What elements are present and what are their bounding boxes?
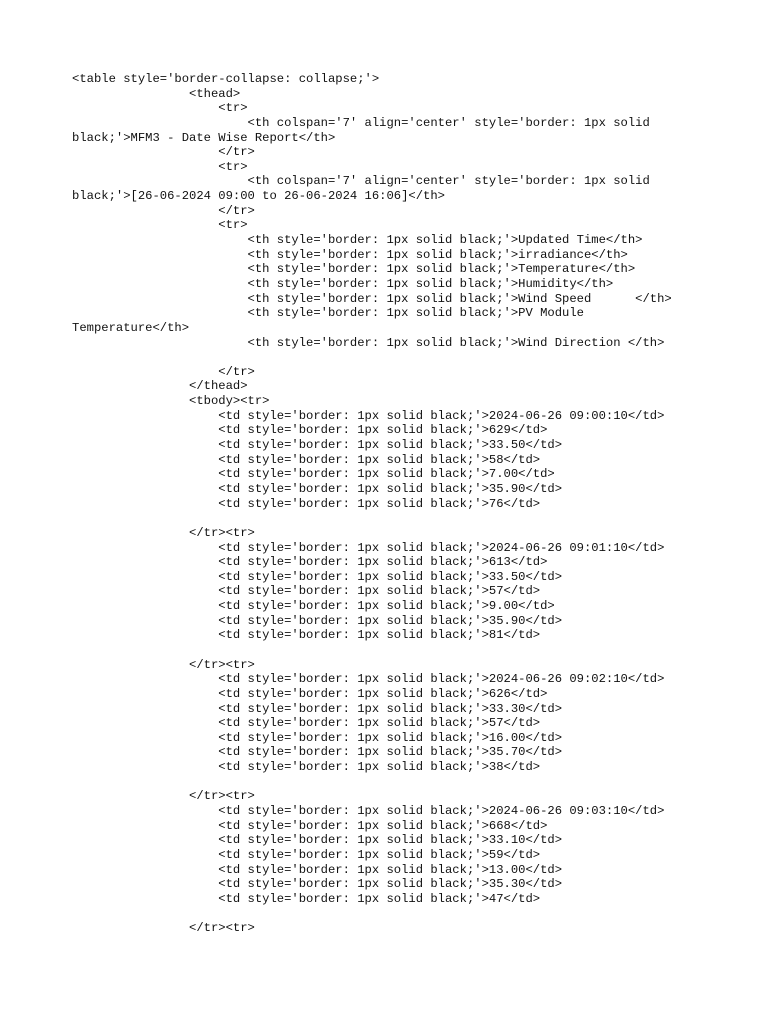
code-line: <th colspan='7' align='center' style='border: 1px solid bbox=[72, 115, 650, 130]
code-line: </tr><tr> bbox=[72, 921, 255, 936]
code-line: </thead> bbox=[72, 379, 248, 394]
code-line: <td style='border: 1px solid black;'>2024-06-26 09:02:10</td> bbox=[72, 672, 665, 687]
code-line: <td style='border: 1px solid black;'>16.00</td> bbox=[72, 730, 563, 745]
code-line: <td style='border: 1px solid black;'>2024-06-26 09:00:10</td> bbox=[72, 408, 665, 423]
code-line: <th style='border: 1px solid black;'>PV Module bbox=[72, 306, 584, 321]
code-line: <tr> bbox=[72, 101, 248, 116]
code-line: <td style='border: 1px solid black;'>57</td> bbox=[72, 584, 541, 599]
code-line: <th colspan='7' align='center' style='border: 1px solid bbox=[72, 174, 650, 189]
code-line: <thead> bbox=[72, 86, 241, 101]
code-line: <th style='border: 1px solid black;'>Updated Time</th> bbox=[72, 233, 643, 248]
code-line: <td style='border: 1px solid black;'>47</td> bbox=[72, 891, 541, 906]
code-line: <td style='border: 1px solid black;'>58</td> bbox=[72, 452, 541, 467]
code-line: black;'>MFM3 - Date Wise Report</th> bbox=[72, 130, 336, 145]
code-line: <td style='border: 1px solid black;'>38</td> bbox=[72, 760, 541, 775]
code-line: black;'>[26-06-2024 09:00 to 26-06-2024 16:06]</th> bbox=[72, 189, 445, 204]
code-line: <table style='border-collapse: collapse;'> bbox=[72, 72, 380, 86]
code-line: <th style='border: 1px solid black;'>Wind Speed </th> bbox=[72, 291, 672, 306]
code-line: <td style='border: 1px solid black;'>59</td> bbox=[72, 847, 541, 862]
code-line: </tr><tr> bbox=[72, 525, 255, 540]
code-line: <td style='border: 1px solid black;'>33.30</td> bbox=[72, 701, 563, 716]
code-line: <th style='border: 1px solid black;'>Temperature</th> bbox=[72, 262, 636, 277]
code-line: </tr><tr> bbox=[72, 657, 255, 672]
code-line: </tr> bbox=[72, 203, 255, 218]
code-line: <td style='border: 1px solid black;'>35.70</td> bbox=[72, 745, 563, 760]
code-line: <td style='border: 1px solid black;'>9.00</td> bbox=[72, 599, 555, 614]
code-line bbox=[72, 511, 696, 526]
code-line bbox=[72, 907, 696, 922]
code-line: <td style='border: 1px solid black;'>35.30</td> bbox=[72, 877, 563, 892]
code-line: <td style='border: 1px solid black;'>57</td> bbox=[72, 716, 541, 731]
code-line: </tr> bbox=[72, 364, 255, 379]
code-line: <td style='border: 1px solid black;'>613</td> bbox=[72, 555, 548, 570]
code-line bbox=[72, 775, 696, 790]
code-line: <td style='border: 1px solid black;'>35.90</td> bbox=[72, 613, 563, 628]
code-line: <td style='border: 1px solid black;'>626</td> bbox=[72, 686, 548, 701]
code-line: <td style='border: 1px solid black;'>33.50</td> bbox=[72, 569, 563, 584]
source-code-document bbox=[72, 72, 696, 936]
code-line: <tr> bbox=[72, 159, 248, 174]
code-line: <tbody><tr> bbox=[72, 394, 270, 409]
code-line: <th style='border: 1px solid black;'>irradiance</th> bbox=[72, 247, 628, 262]
code-line: Temperature</th> bbox=[72, 320, 190, 335]
code-line bbox=[72, 350, 696, 365]
code-line: <td style='border: 1px solid black;'>2024-06-26 09:03:10</td> bbox=[72, 804, 665, 819]
code-line: </tr> bbox=[72, 145, 255, 160]
code-line: <td style='border: 1px solid black;'>76</td> bbox=[72, 496, 541, 511]
code-line bbox=[72, 643, 696, 658]
code-line: <td style='border: 1px solid black;'>33.10</td> bbox=[72, 833, 563, 848]
code-line: <th style='border: 1px solid black;'>Humidity</th> bbox=[72, 276, 614, 291]
code-line: <td style='border: 1px solid black;'>668</td> bbox=[72, 818, 548, 833]
code-line: <td style='border: 1px solid black;'>81</td> bbox=[72, 628, 541, 643]
code-line: <td style='border: 1px solid black;'>33.50</td> bbox=[72, 438, 563, 453]
code-line: <td style='border: 1px solid black;'>13.00</td> bbox=[72, 862, 563, 877]
code-line: </tr><tr> bbox=[72, 789, 255, 804]
code-line: <td style='border: 1px solid black;'>2024-06-26 09:01:10</td> bbox=[72, 540, 665, 555]
code-line: <tr> bbox=[72, 218, 248, 233]
code-line: <th style='border: 1px solid black;'>Wind Direction </th> bbox=[72, 335, 665, 350]
code-line: <td style='border: 1px solid black;'>629</td> bbox=[72, 423, 548, 438]
code-line: <td style='border: 1px solid black;'>7.00</td> bbox=[72, 467, 555, 482]
code-line: <td style='border: 1px solid black;'>35.90</td> bbox=[72, 481, 563, 496]
